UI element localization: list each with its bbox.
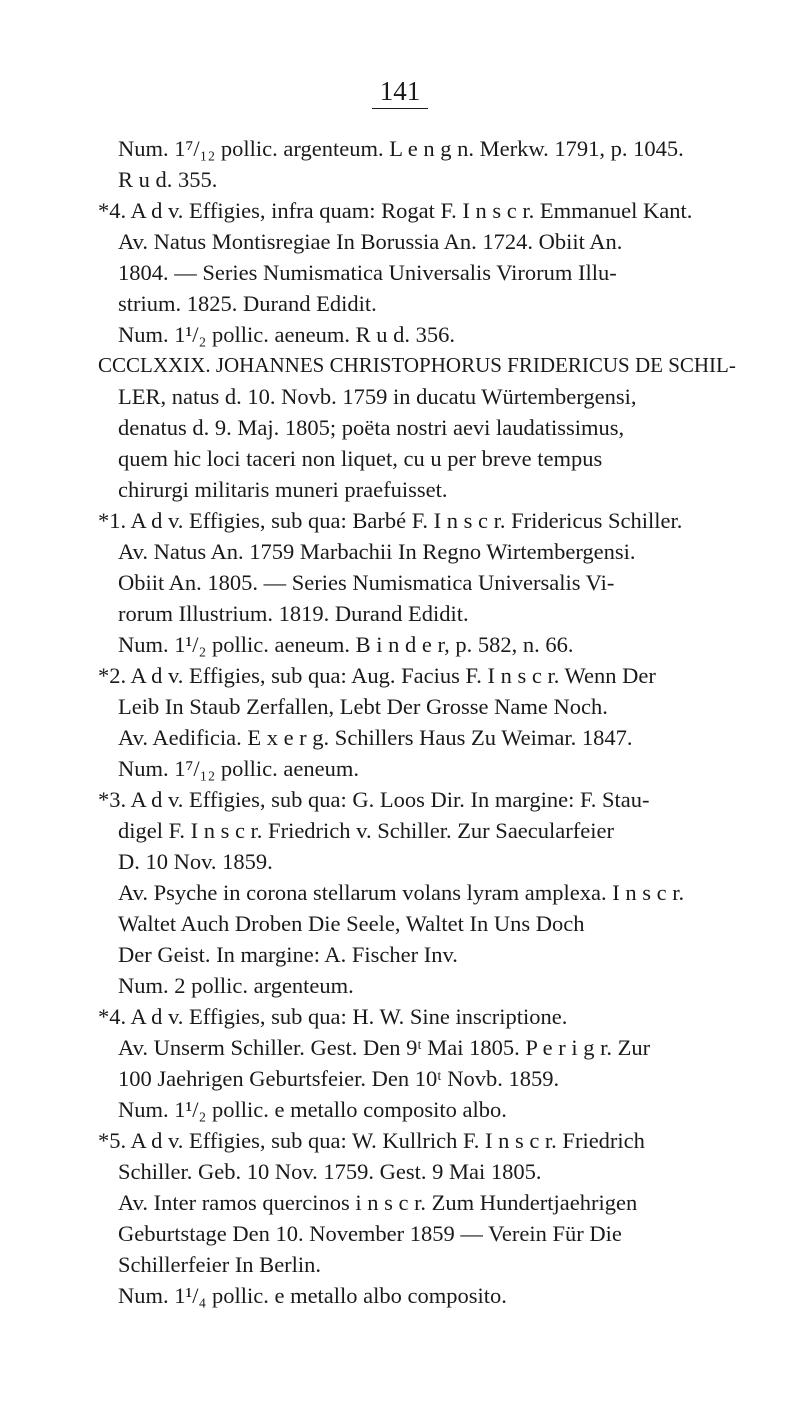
text-line: Num. 1¹/₄ pollic. e metallo albo composito.	[118, 1283, 507, 1308]
text-line: chirurgi militaris muneri praefuisset.	[118, 477, 448, 502]
text-line: Av. Inter ramos quercinos i n s c r. Zum Hundertjaehrigen	[118, 1190, 638, 1215]
text-line: Waltet Auch Droben Die Seele, Waltet In Uns Doch	[118, 911, 585, 936]
text-line: *3. A d v. Effigies, sub qua: G. Loos Dir. In margine: F. Stau-	[98, 787, 650, 812]
text-line: Av. Aedificia. E x e r g. Schillers Haus Zu Weimar. 1847.	[118, 725, 633, 750]
text-line: *5. A d v. Effigies, sub qua: W. Kullrich F. I n s c r. Friedrich	[98, 1128, 645, 1153]
text-line: *1. A d v. Effigies, sub qua: Barbé F. I n s c r. Fridericus Schiller.	[98, 508, 683, 533]
text-line: R u d. 355.	[118, 167, 218, 192]
text-line: Av. Natus Montisregiae In Borussia An. 1724. Obiit An.	[118, 229, 623, 254]
text-line: Schillerfeier In Berlin.	[118, 1252, 322, 1277]
text-line: Av. Psyche in corona stellarum volans lyram amplexa. I n s c r.	[118, 880, 685, 905]
text-line: Geburtstage Den 10. November 1859 — Verein Für Die	[118, 1221, 622, 1246]
text-line: Num. 1⁷/₁₂ pollic. aeneum.	[118, 756, 359, 781]
text-line: Num. 1¹/₂ pollic. aeneum. R u d. 356.	[118, 322, 456, 347]
text-line: Av. Unserm Schiller. Gest. Den 9ᵗ Mai 1805. P e r i g r. Zur	[118, 1035, 651, 1060]
text-line: Schiller. Geb. 10 Nov. 1759. Gest. 9 Mai 1805.	[118, 1159, 542, 1184]
text-line: Leib In Staub Zerfallen, Lebt Der Grosse Name Noch.	[118, 694, 608, 719]
text-line: denatus d. 9. Maj. 1805; poëta nostri aevi laudatissimus,	[118, 415, 625, 440]
section-heading: CCCLXXIX. JOHANNES CHRISTOPHORUS FRIDERICUS DE SCHIL-	[98, 353, 736, 377]
text-line: digel F. I n s c r. Friedrich v. Schiller. Zur Saecularfeier	[118, 818, 614, 843]
text-line: Num. 1¹/₂ pollic. aeneum. B i n d e r, p. 582, n. 66.	[118, 632, 574, 657]
text-line: D. 10 Nov. 1859.	[118, 849, 273, 874]
text-line: rorum Illustrium. 1819. Durand Edidit.	[118, 601, 469, 626]
text-line: 100 Jaehrigen Geburtsfeier. Den 10ᵗ Novb. 1859.	[118, 1066, 560, 1091]
text-line: 1804. — Series Numismatica Universalis Virorum Illu-	[118, 260, 617, 285]
text-line: *4. A d v. Effigies, sub qua: H. W. Sine inscriptione.	[98, 1004, 568, 1029]
page-number: 141	[0, 76, 800, 107]
text-line: Der Geist. In margine: A. Fischer Inv.	[118, 942, 458, 967]
text-line: Num. 2 pollic. argenteum.	[118, 973, 354, 998]
text-line: LER, natus d. 10. Novb. 1759 in ducatu Würtembergensi,	[118, 384, 637, 409]
text-line: Av. Natus An. 1759 Marbachii In Regno Wirtembergensi.	[118, 539, 636, 564]
text-line: quem hic loci taceri non liquet, cu u per breve tempus	[118, 446, 603, 471]
text-line: Num. 1⁷/₁₂ pollic. argenteum. L e n g n. Merkw. 1791, p. 1045.	[118, 136, 684, 161]
text-line: Num. 1¹/₂ pollic. e metallo composito albo.	[118, 1097, 507, 1122]
text-line: *4. A d v. Effigies, infra quam: Rogat F. I n s c r. Emmanuel Kant.	[98, 198, 693, 223]
text-line: strium. 1825. Durand Edidit.	[118, 291, 377, 316]
text-line: *2. A d v. Effigies, sub qua: Aug. Facius F. I n s c r. Wenn Der	[98, 663, 656, 688]
text-line: Obiit An. 1805. — Series Numismatica Universalis Vi-	[118, 570, 615, 595]
